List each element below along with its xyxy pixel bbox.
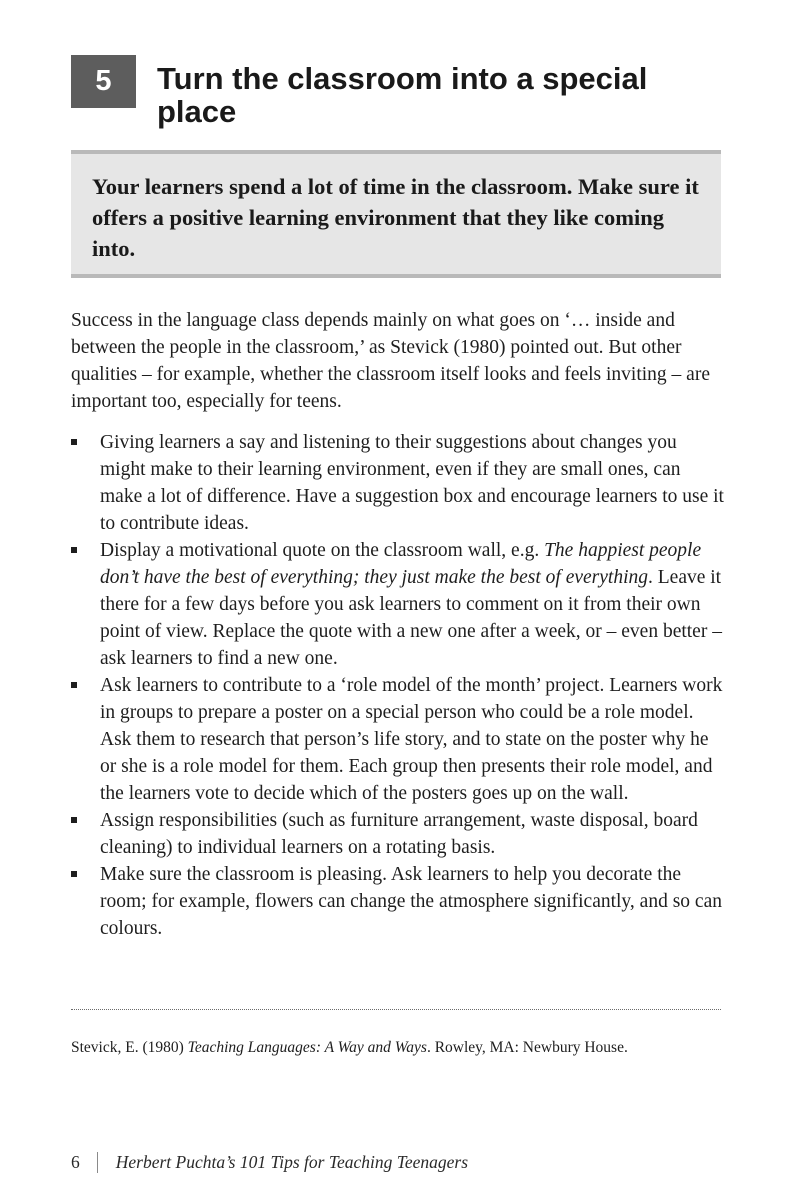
bullet-icon xyxy=(71,439,77,445)
tip-number: 5 xyxy=(95,65,112,97)
tips-list xyxy=(71,429,726,942)
list-item xyxy=(71,537,726,672)
footer-separator xyxy=(97,1152,98,1173)
reference-title: Teaching Languages: A Way and Ways xyxy=(187,1039,427,1056)
bullet-icon xyxy=(71,817,77,823)
list-item-text-after: . Leave it there for a few days before you ask learners to comment on it from their own point of view. Replace the quote with a new one after a week, or – even better – ask learners to find a new one. xyxy=(100,567,722,669)
reference xyxy=(71,1037,731,1059)
list-item-text: Assign responsibilities (such as furniture arrangement, waste disposal, board cleaning) to individual learners on a rotating basis. xyxy=(100,810,698,858)
list-item xyxy=(71,429,726,537)
list-item-text: Ask learners to contribute to a ‘role model of the month’ project. Learners work in groups to prepare a poster on a special person who could be a role model. Ask them to research that person’s life story, and to state on the poster why he or she is a role model for them. Each group then presents their role model, and the learners vote to decide which of the posters goes up on the wall. xyxy=(100,675,723,804)
list-item xyxy=(71,672,726,807)
tip-title: Turn the classroom into a special place xyxy=(157,61,648,129)
summary-text: Your learners spend a lot of time in the classroom. Make sure it offers a positive learning environment that they like coming into. xyxy=(92,174,699,261)
footer-book-title: Herbert Puchta’s 101 Tips for Teaching Teenagers xyxy=(115,1151,469,1172)
summary-box xyxy=(71,150,721,278)
list-item xyxy=(71,861,726,942)
list-item xyxy=(71,807,726,861)
list-item-text: Giving learners a say and listening to their suggestions about changes you might make to their learning environment, even if they are small ones, can make a lot of difference. Have a suggestion box and encourage learners to use it to contribute ideas. xyxy=(100,432,724,534)
page-number: 6 xyxy=(71,1151,80,1172)
motivational-quote: The happiest people don’t have the best of everything; they just make the best of everything xyxy=(100,540,702,588)
list-item-text: Make sure the classroom is pleasing. Ask learners to help you decorate the room; for example, flowers can change the atmosphere significantly, and so can colours. xyxy=(100,864,722,939)
list-item-text-before: Display a motivational quote on the classroom wall, e.g. xyxy=(100,540,545,561)
bullet-icon xyxy=(71,547,77,553)
bullet-icon xyxy=(71,682,77,688)
tip-number-badge xyxy=(71,55,136,108)
bullet-icon xyxy=(71,871,77,877)
dotted-divider xyxy=(71,1009,721,1010)
reference-author: Stevick, E. (1980) xyxy=(71,1039,188,1056)
reference-publisher: . Rowley, MA: Newbury House. xyxy=(426,1039,628,1056)
page-footer xyxy=(71,1150,468,1174)
intro-paragraph: Success in the language class depends mainly on what goes on ‘… inside and between the people in the classroom,’ as Stevick (1980) pointed out. But other qualities – for example, whether the classroom itself looks and feels inviting – are important too, especially for teens. xyxy=(71,310,710,412)
